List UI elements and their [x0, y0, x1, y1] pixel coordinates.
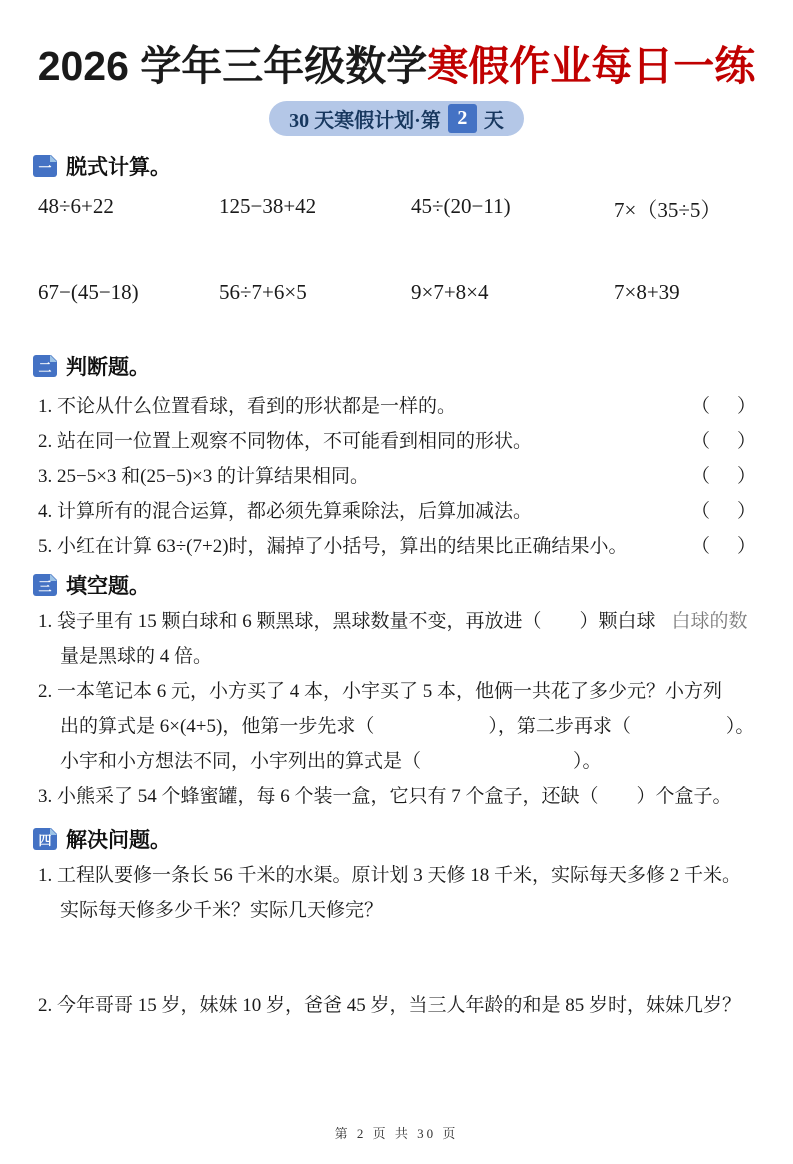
answer-blank: （ ）: [690, 431, 760, 453]
judge-list: [33, 389, 760, 564]
fill-question-line: 小宇和小方想法不同，小宇列出的算式是（ ）。: [60, 751, 602, 773]
day-badge: [269, 101, 524, 136]
day-badge-prefix: 30 天寒假计划·第: [289, 110, 441, 133]
judge-question-row: [33, 494, 760, 529]
calc-expression: 125−38+42: [219, 194, 317, 219]
section-fill-header: [33, 570, 760, 600]
calc-expression: 9×7+8×4: [411, 280, 489, 305]
answer-blank: （ ）: [690, 536, 760, 558]
solve-question-line: 1. 工程队要修一条长 56 千米的水渠。原计划 3 天修 18 千米，实际每天多修 2 千米。: [38, 865, 742, 887]
calc-expression: 48÷6+22: [38, 194, 114, 219]
answer-blank: （ ）: [690, 501, 760, 523]
judge-question: 2. 站在同一位置上观察不同物体，不可能看到相同的形状。: [38, 431, 533, 453]
calc-expression: 67−(45−18): [38, 280, 139, 305]
section-two-icon: 二: [33, 355, 57, 377]
section-solve-header: [33, 824, 760, 854]
fill-question-line: 2. 一本笔记本 6 元，小方买了 4 本，小宇买了 5 本，他俩一共花了多少元？小方列: [38, 681, 723, 703]
fill-question-faded-text: 白球的数: [671, 611, 748, 633]
solve-question-line: 实际每天修多少千米？实际几天修完？: [60, 900, 384, 922]
section-three-icon: 三: [33, 574, 57, 596]
section-four-icon: 四: [33, 828, 57, 850]
page-title-black: 2026 学年三年级数学: [37, 43, 428, 89]
fill-question-line: [33, 604, 760, 639]
fill-list: [33, 604, 760, 814]
section-solve-title: 解决问题。: [66, 829, 171, 853]
calc-expression: 7×8+39: [614, 280, 680, 305]
section-calc-title: 脱式计算。: [66, 156, 171, 180]
judge-question-row: [33, 459, 760, 494]
calc-expression: 45÷(20−11): [411, 194, 511, 219]
section-judge-title: 判断题。: [66, 356, 150, 380]
calc-expression: 56÷7+6×5: [219, 280, 307, 305]
section-one-icon: 一: [33, 155, 57, 177]
day-badge-container: [33, 101, 760, 136]
judge-question-row: [33, 389, 760, 424]
answer-blank: （ ）: [690, 466, 760, 488]
fill-question-text: 1. 袋子里有 15 颗白球和 6 颗黑球，黑球数量不变，再放进（ ）颗白球: [38, 611, 656, 633]
calc-row-1: [33, 194, 760, 224]
page-number: 第 2 页 共 30 页: [334, 1126, 459, 1141]
judge-question: 3. 25−5×3 和(25−5)×3 的计算结果相同。: [38, 466, 370, 488]
judge-question: 4. 计算所有的混合运算，都必须先算乘除法，后算加减法。: [38, 501, 533, 523]
judge-question-row: [33, 529, 760, 564]
solve-question-line: 2. 今年哥哥 15 岁，妹妹 10 岁，爸爸 45 岁，当三人年龄的和是 85 岁时，妹妹几岁？: [38, 995, 742, 1017]
section-fill-title: 填空题。: [66, 575, 150, 599]
judge-question: 1. 不论从什么位置看球，看到的形状都是一样的。: [38, 396, 457, 418]
fill-question-line: 出的算式是 6×(4+5)，他第一步先求（ ），第二步再求（ ）。: [60, 716, 755, 738]
worksheet-page: [0, 42, 793, 1023]
fill-question-line: 量是黑球的 4 倍。: [60, 646, 213, 668]
answer-blank: （ ）: [690, 396, 760, 418]
fill-question-line: 3. 小熊采了 54 个蜂蜜罐，每 6 个装一盒，它只有 7 个盒子，还缺（ ）个盒子。: [38, 786, 732, 808]
page-title-red: 寒假作业每日一练: [427, 43, 756, 89]
day-number: 2: [448, 104, 477, 133]
page-title: [33, 42, 760, 91]
section-calc-header: [33, 151, 760, 181]
section-judge-header: [33, 351, 760, 381]
solve-list: [33, 858, 760, 1023]
calc-expression: 7×（35÷5）: [614, 198, 722, 223]
judge-question-row: [33, 424, 760, 459]
calc-row-2: [33, 280, 760, 305]
judge-question: 5. 小红在计算 63÷(7+2)时，漏掉了小括号，算出的结果比正确结果小。: [38, 536, 628, 558]
day-badge-suffix: 天: [483, 110, 504, 133]
